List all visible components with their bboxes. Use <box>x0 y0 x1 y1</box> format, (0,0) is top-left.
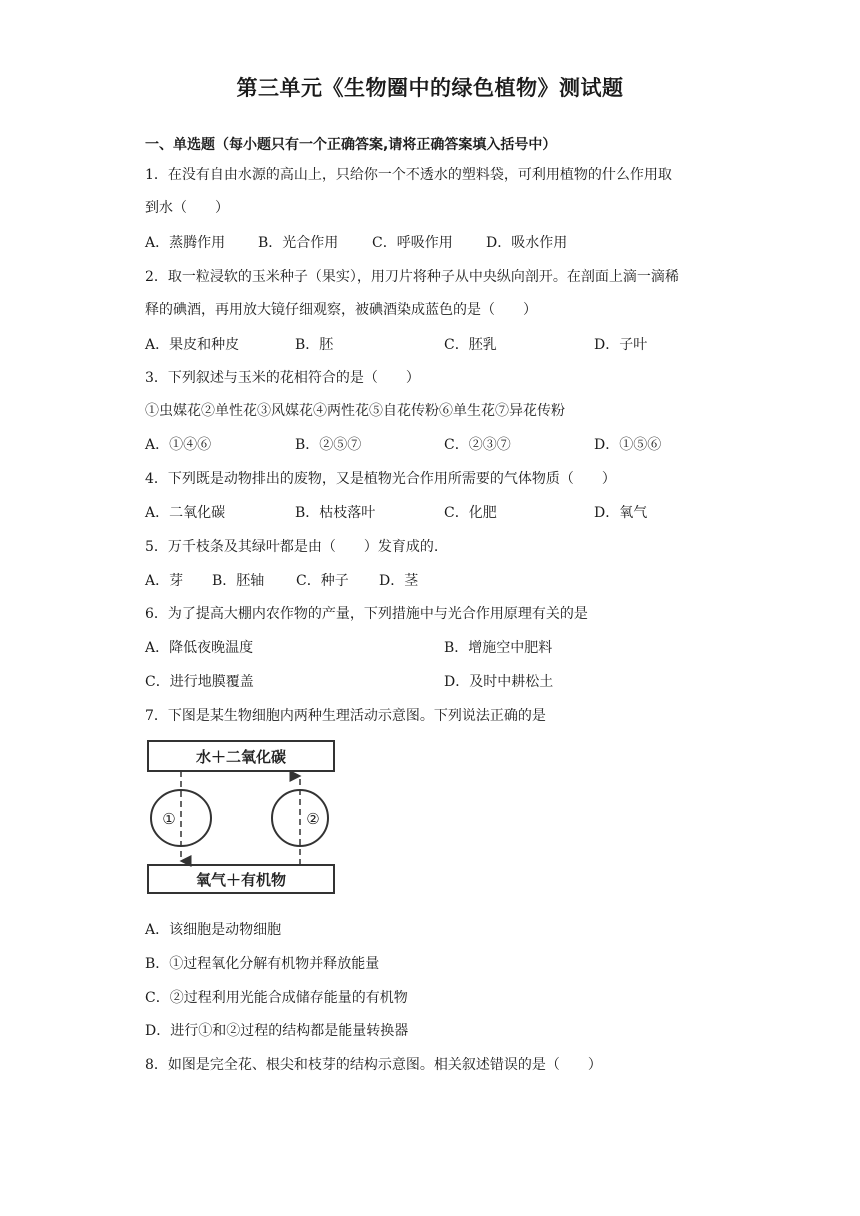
question-7-line-1: 7．下图是某生物细胞内两种生理活动示意图。下列说法正确的是 <box>145 708 546 724</box>
question-2-option-d: D．子叶 <box>594 337 648 353</box>
question-1-line-1: 1．在没有自由水源的高山上，只给你一个不透水的塑料袋，可利用植物的什么作用取 <box>145 167 672 183</box>
question-1-line-2: 到水（ ） <box>145 200 229 216</box>
question-8-line-1: 8．如图是完全花、根尖和枝芽的结构示意图。相关叙述错误的是（ ） <box>145 1057 602 1073</box>
question-7-option-a: A．该细胞是动物细胞 <box>145 922 282 938</box>
question-5-option-b: B．胚轴 <box>212 573 265 589</box>
cell-process-svg <box>145 738 340 898</box>
question-7-option-d: D．进行①和②过程的结构都是能量转换器 <box>145 1023 409 1039</box>
question-1-option-b: B．光合作用 <box>258 235 339 251</box>
question-3-option-a: A．①④⑥ <box>145 437 212 453</box>
question-6-option-d: D．及时中耕松土 <box>444 674 554 690</box>
question-7-option-b: B．①过程氧化分解有机物并释放能量 <box>145 956 380 972</box>
question-4-option-b: B．枯枝落叶 <box>295 505 376 521</box>
question-6-option-c: C．进行地膜覆盖 <box>145 674 254 690</box>
question-1-option-a: A．蒸腾作用 <box>145 235 226 251</box>
question-2-option-b: B．胚 <box>295 337 334 353</box>
question-2-line-2: 释的碘酒，再用放大镜仔细观察，被碘酒染成蓝色的是（ ） <box>145 302 537 318</box>
question-2-option-a: A．果皮和种皮 <box>145 337 240 353</box>
question-4-line-1: 4．下列既是动物排出的废物，又是植物光合作用所需要的气体物质（ ） <box>145 471 616 487</box>
question-4-option-a: A．二氧化碳 <box>145 505 226 521</box>
question-5-option-d: D．茎 <box>379 573 419 589</box>
question-3-line-1: 3．下列叙述与玉米的花相符合的是（ ） <box>145 370 420 386</box>
bottom-box-label: 氧气＋有机物 <box>195 871 287 889</box>
question-5-option-a: A．芽 <box>145 573 184 589</box>
cell-process-diagram <box>145 738 340 898</box>
question-3-option-c: C．②③⑦ <box>444 437 511 453</box>
section-heading: 一、单选题（每小题只有一个正确答案,请将正确答案填入括号中） <box>145 137 557 153</box>
question-3-option-b: B．②⑤⑦ <box>295 437 362 453</box>
question-4-option-c: C．化肥 <box>444 505 497 521</box>
question-5-line-1: 5．万千枝条及其绿叶都是由（ ）发育成的. <box>145 539 439 555</box>
right-label: ② <box>306 810 320 828</box>
left-label: ① <box>162 810 176 828</box>
question-3-line-2: ①虫媒花②单性花③风媒花④两性花⑤自花传粉⑥单生花⑦异花传粉 <box>145 403 565 419</box>
question-2-option-c: C．胚乳 <box>444 337 497 353</box>
left-oval <box>151 790 211 846</box>
top-box-label: 水＋二氧化碳 <box>195 748 287 766</box>
question-6-option-b: B．增施空中肥料 <box>444 640 553 656</box>
question-4-option-d: D．氧气 <box>594 505 648 521</box>
question-6-option-a: A．降低夜晚温度 <box>145 640 254 656</box>
question-1-option-d: D．吸水作用 <box>486 235 568 251</box>
question-7-option-c: C．②过程利用光能合成储存能量的有机物 <box>145 990 408 1006</box>
question-1-option-c: C．呼吸作用 <box>372 235 453 251</box>
question-2-line-1: 2．取一粒浸软的玉米种子（果实），用刀片将种子从中央纵向剖开。在剖面上滴一滴稀 <box>145 269 679 285</box>
document-title: 第三单元《生物圈中的绿色植物》测试题 <box>236 76 624 100</box>
question-3-option-d: D．①⑤⑥ <box>594 437 662 453</box>
question-6-line-1: 6．为了提高大棚内农作物的产量，下列措施中与光合作用原理有关的是 <box>145 606 588 622</box>
question-5-option-c: C．种子 <box>296 573 349 589</box>
